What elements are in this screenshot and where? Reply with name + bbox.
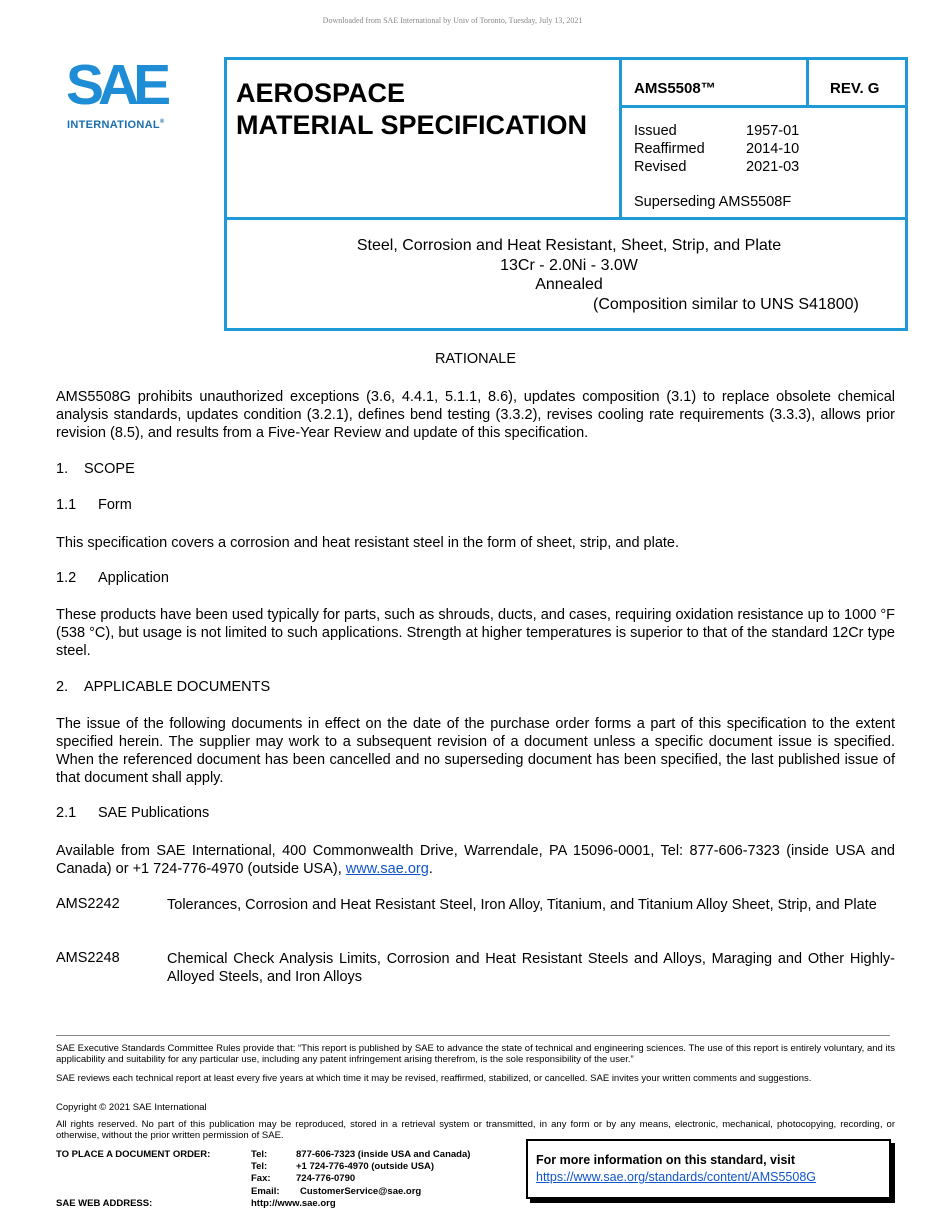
sentence-period: . bbox=[428, 861, 433, 877]
committee-rules-text: SAE Executive Standards Committee Rules provide that: “This report is published by SAE to advance the state of technical and engineering sciences. The use of this report is entirely voluntary, and its applicability and suitability for any particular use, including any patent infringement arising therefrom, is the sole responsibility of the user.” bbox=[56, 1043, 895, 1065]
rights-text: All rights reserved. No part of this publication may be reproduced, stored in a retrieval system or transmitted, in any form or by any means, electronic, mechanical, photocopying, recording, or otherwise, without the prior written permission of SAE. bbox=[56, 1119, 895, 1141]
fax-label: Fax: bbox=[251, 1173, 271, 1184]
section-2-text: The issue of the following documents in effect on the date of the purchase order forms a part of this specification to the extent specified herein. The supplier may work to a subsequent revision of a document unless a specific document issue is specified. When the referenced document has been cancelled and no superseding document has been specified, the last published issue of that document shall apply. bbox=[56, 716, 895, 786]
section-number: 1. bbox=[56, 461, 69, 477]
copyright-notice: Copyright © 2021 SAE International bbox=[56, 1102, 207, 1113]
section-1-2-heading bbox=[56, 570, 169, 586]
section-title: Application bbox=[98, 570, 169, 586]
section-number: 2.1 bbox=[56, 805, 77, 821]
logo-wordmark: SAE bbox=[66, 53, 166, 117]
email-label: Email: bbox=[251, 1186, 280, 1197]
section-2-heading bbox=[56, 679, 270, 695]
document-type-title bbox=[236, 77, 587, 141]
footer-divider bbox=[56, 1035, 890, 1036]
tel-label: Tel: bbox=[251, 1149, 268, 1160]
download-watermark: Downloaded from SAE International by Univ of Toronto, Tuesday, July 13, 2021 bbox=[322, 16, 583, 25]
revision-label: REV. G bbox=[830, 80, 880, 97]
tel-label: Tel: bbox=[251, 1161, 268, 1172]
logo-subtitle-text: INTERNATIONAL bbox=[67, 119, 160, 131]
section-title: APPLICABLE DOCUMENTS bbox=[84, 679, 271, 695]
registered-mark: ® bbox=[159, 119, 165, 125]
web-address-label: SAE WEB ADDRESS: bbox=[56, 1198, 153, 1209]
sae-availability-text: Available from SAE International, 400 Commonwealth Drive, Warrendale, PA 15096-0001, Tel: 877-606-7323 (inside USA and Canada) or +1 724-776-4970 (outside USA), bbox=[56, 843, 895, 877]
order-label: TO PLACE A DOCUMENT ORDER: bbox=[56, 1149, 211, 1160]
issued-row bbox=[634, 122, 799, 140]
revised-value: 2021-03 bbox=[746, 159, 800, 175]
email-value[interactable]: CustomerService@sae.org bbox=[300, 1186, 422, 1197]
tel-value: 877-606-7323 (inside USA and Canada) bbox=[296, 1149, 471, 1160]
section-number: 1.2 bbox=[56, 570, 77, 586]
superseding-note: Superseding AMS5508F bbox=[634, 194, 792, 210]
tel-value: +1 724-776-4970 (outside USA) bbox=[296, 1161, 435, 1172]
section-1-2-text: These products have been used typically for parts, such as shrouds, ducts, and cases, requiring oxidation resistance up to 1000 °F (538 °C), but usage is not limited to such applications. Strength at higher temperatures is superior to that of the standard 12Cr type steel. bbox=[56, 607, 895, 659]
section-title: Form bbox=[98, 497, 132, 513]
standard-url-link[interactable]: https://www.sae.org/standards/content/AMS5508G bbox=[536, 1170, 817, 1184]
rationale-heading: RATIONALE bbox=[434, 351, 517, 367]
header-divider bbox=[619, 105, 908, 108]
title-line-2: MATERIAL SPECIFICATION bbox=[236, 110, 587, 140]
subject-line-3: Annealed bbox=[535, 276, 603, 293]
section-1-1-text: This specification covers a corrosion and heat resistant steel in the form of sheet, strip, and plate. bbox=[56, 535, 680, 551]
revised-row bbox=[634, 158, 799, 176]
more-info-title: For more information on this standard, visit bbox=[536, 1153, 796, 1167]
subject-line-1: Steel, Corrosion and Heat Resistant, Sheet, Strip, and Plate bbox=[356, 237, 782, 254]
section-2-1-heading bbox=[56, 805, 209, 821]
reaffirmed-label: Reaffirmed bbox=[634, 141, 705, 157]
sae-logo bbox=[64, 55, 189, 135]
reference-code: AMS2248 bbox=[56, 950, 120, 966]
reference-description: Chemical Check Analysis Limits, Corrosion and Heat Resistant Steels and Alloys, Maraging and Other Highly-Alloyed Steels, and Iron Alloys bbox=[167, 951, 895, 985]
date-history bbox=[634, 122, 799, 176]
reaffirmed-row bbox=[634, 140, 799, 158]
logo-subtitle bbox=[67, 119, 165, 131]
header-vertical-divider bbox=[806, 57, 809, 108]
section-title: SAE Publications bbox=[98, 805, 210, 821]
document-number: AMS5508™ bbox=[634, 80, 716, 97]
subject-line-4: (Composition similar to UNS S41800) bbox=[593, 296, 859, 313]
issued-value: 1957-01 bbox=[746, 123, 800, 139]
reference-description: Tolerances, Corrosion and Heat Resistant Steel, Iron Alloy, Titanium, and Titanium Alloy Sheet, Strip, and Plate bbox=[167, 897, 877, 913]
section-2-1-text bbox=[56, 842, 895, 878]
section-title: SCOPE bbox=[84, 461, 135, 477]
rationale-text: AMS5508G prohibits unauthorized exceptions (3.6, 4.4.1, 5.1.1, 8.6), updates composition (3.1) to replace obsolete chemical analysis standards, updates condition (3.2.1), defines bend testing (3.3.2), revises cooling rate requirements (3.3.3), allows prior revision (8.5), and results from a Five-Year Review and update of this specification. bbox=[56, 389, 895, 441]
sae-website-link[interactable]: www.sae.org bbox=[345, 861, 429, 877]
title-line-1: AEROSPACE bbox=[236, 78, 406, 108]
subject-line-2: 13Cr - 2.0Ni - 3.0W bbox=[500, 257, 638, 274]
issued-label: Issued bbox=[634, 123, 677, 139]
web-address-value[interactable]: http://www.sae.org bbox=[251, 1198, 336, 1209]
revised-label: Revised bbox=[634, 159, 687, 175]
section-number: 2. bbox=[56, 679, 69, 695]
review-text: SAE reviews each technical report at least every five years at which time it may be revised, reaffirmed, stabilized, or cancelled. SAE invites your written comments and suggestions. bbox=[56, 1073, 812, 1084]
section-number: 1.1 bbox=[56, 497, 77, 513]
reaffirmed-value: 2014-10 bbox=[746, 141, 800, 157]
reference-code: AMS2242 bbox=[56, 896, 120, 912]
more-info-box bbox=[526, 1139, 891, 1199]
section-1-1-heading bbox=[56, 497, 132, 513]
section-1-heading bbox=[56, 461, 135, 477]
fax-value: 724-776-0790 bbox=[296, 1173, 356, 1184]
